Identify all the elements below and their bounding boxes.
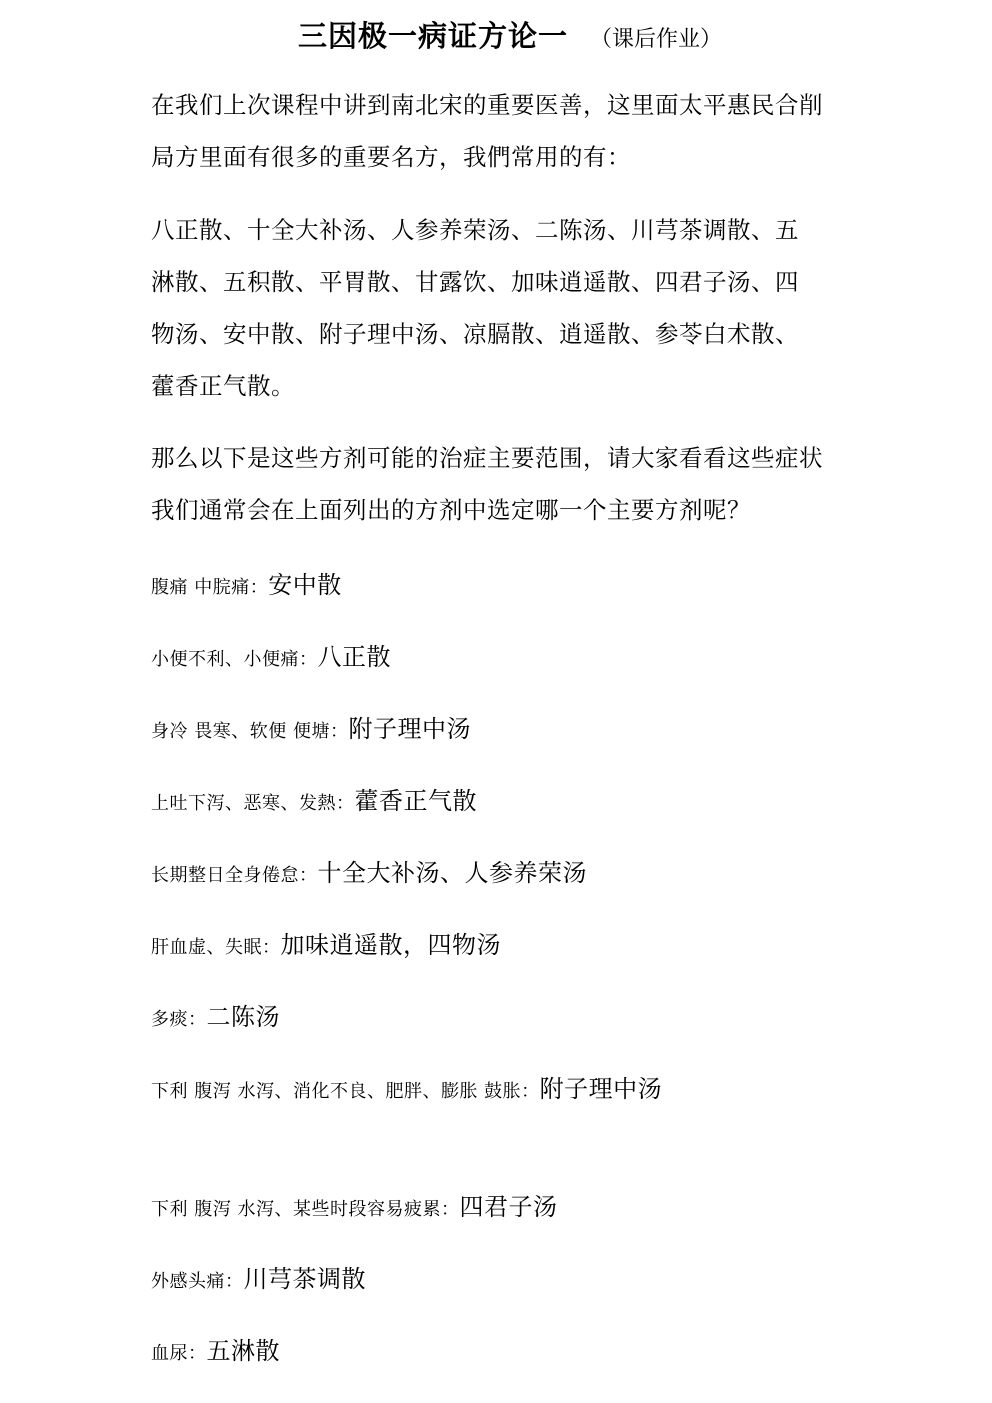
symptom-text: 多痰： (151, 1009, 207, 1030)
answer-item (151, 709, 871, 744)
answer-item (151, 1259, 871, 1294)
document-title (0, 14, 992, 55)
answer-item (151, 565, 871, 600)
symptom-text: 肝血虚、失眠： (151, 937, 281, 958)
answer-item (151, 1331, 871, 1366)
answer-item (151, 925, 871, 960)
answer-item (151, 1069, 871, 1104)
answer-item (151, 781, 871, 816)
title-main: 三因极一病证方论一 (297, 19, 568, 53)
symptom-text: 腹痛 中脘痛： (151, 577, 269, 598)
formula-answer: 加味逍遥散，四物汤 (280, 931, 501, 959)
symptom-text: 血尿： (151, 1343, 207, 1364)
symptom-text: 上吐下泻、恶寒、发熱： (151, 793, 355, 814)
formula-list-paragraph (151, 204, 851, 412)
formula-answer: 五淋散 (206, 1337, 280, 1365)
formula-list-line: 八正散、十全大补汤、人参养荣汤、二陈汤、川芎茶调散、五 (151, 216, 799, 244)
formula-answer: 四君子汤 (459, 1193, 558, 1221)
formula-answer: 川芎茶调散 (243, 1265, 366, 1293)
formula-answer: 十全大补汤、人参养荣汤 (317, 859, 587, 887)
question-line: 我们通常会在上面列出的方剂中选定哪一个主要方剂呢？ (151, 496, 751, 524)
formula-answer: 安中散 (268, 571, 342, 599)
title-subtitle: （课后作业） (590, 27, 723, 52)
intro-line: 局方里面有很多的重要名方，我們常用的有： (151, 143, 631, 171)
intro-line: 在我们上次课程中讲到南北宋的重要医善，这里面太平惠民合削 (151, 91, 823, 119)
formula-answer: 附子理中汤 (348, 715, 471, 743)
symptom-text: 长期整日全身倦怠： (151, 865, 318, 886)
formula-answer: 附子理中汤 (539, 1075, 663, 1103)
question-paragraph (151, 432, 851, 536)
answer-item (151, 997, 871, 1032)
question-line: 那么以下是这些方剂可能的治症主要范围，请大家看看这些症状 (151, 444, 823, 472)
answer-item (151, 1187, 871, 1222)
answer-item (151, 853, 871, 888)
symptom-text: 身冷 畏寒、软便 便塘： (151, 721, 349, 742)
formula-list-line: 淋散、五积散、平胃散、甘露饮、加味逍遥散、四君子汤、四 (151, 268, 799, 296)
formula-answer: 二陈汤 (206, 1003, 280, 1031)
symptom-text: 外感头痛： (151, 1271, 244, 1292)
formula-list-line: 藿香正气散。 (151, 372, 295, 400)
formula-answer: 藿香正气散 (354, 787, 477, 815)
formula-answer: 八正散 (317, 643, 391, 671)
symptom-text: 下利 腹泻 水泻、某些时段容易疲累： (151, 1199, 460, 1220)
symptom-text: 下利 腹泻 水泻、消化不良、肥胖、膨胀 鼓胀： (151, 1081, 540, 1102)
answer-item (151, 637, 871, 672)
symptom-text: 小便不利、小便痛： (151, 649, 318, 670)
formula-list-line: 物汤、安中散、附子理中汤、凉膈散、逍遥散、参苓白术散、 (151, 320, 799, 348)
intro-paragraph (151, 79, 851, 183)
